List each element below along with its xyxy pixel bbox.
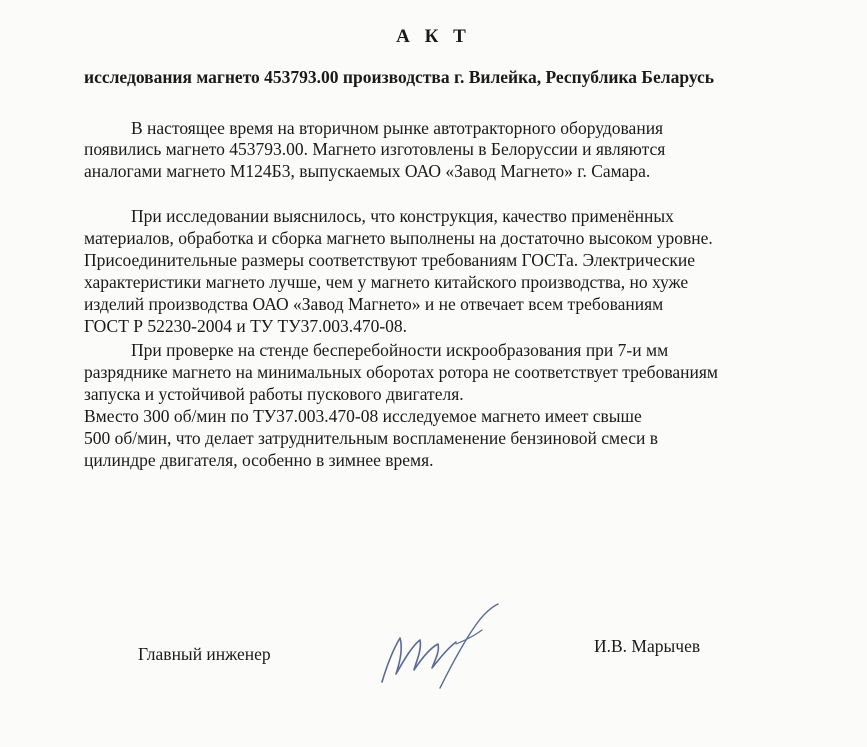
paragraph-line: При исследовании выяснилось, что конструкция, качество применённых [131,206,674,226]
paragraph-line: В настоящее время на вторичном рынке автотракторного оборудования [131,118,664,138]
paragraph-line: аналогами магнето М124Б3, выпускаемых ОАО «Завод Магнето» г. Самара. [84,161,651,181]
document-title: А К Т [396,26,471,47]
paragraph-line: появились магнето 453793.00. Магнето изготовлены в Белоруссии и являются [84,139,666,159]
paragraph-line: запуска и устойчивой работы пускового двигателя. [84,384,464,404]
signatory-name: И.В. Марычев [594,636,701,656]
handwritten-signature [370,600,510,695]
paragraph-line: При проверке на стенде бесперебойности искрообразования при 7-и мм [131,340,669,360]
paragraph-line: Присоединительные размеры соответствуют требованиям ГОСТа. Электрические [84,250,696,270]
paragraph-line: цилиндре двигателя, особенно в зимнее время. [84,450,434,470]
paragraph-line: разряднике магнето на минимальных оборотах ротора не соответствует требованиям [84,362,718,382]
paragraph-line: характеристики магнето лучше, чем у магнето китайского производства, но хуже [84,272,689,292]
paragraph-line: материалов, обработка и сборка магнето выполнены на достаточно высоком уровне. [84,228,713,248]
paragraph-line: 500 об/мин, что делает затруднительным воспламенение бензиновой смеси в [84,428,659,448]
paragraph-line: ГОСТ Р 52230-2004 и ТУ ТУ37.003.470-08. [84,316,408,336]
document-subtitle: исследования магнето 453793.00 производства г. Вилейка, Республика Беларусь [84,67,715,87]
paragraph-line: изделий производства ОАО «Завод Магнето» и не отвечает всем требованиям [84,294,664,314]
signatory-position: Главный инженер [138,644,271,664]
paragraph-line: Вместо 300 об/мин по ТУ37.003.470-08 исследуемое магнето имеет свыше [84,406,642,426]
